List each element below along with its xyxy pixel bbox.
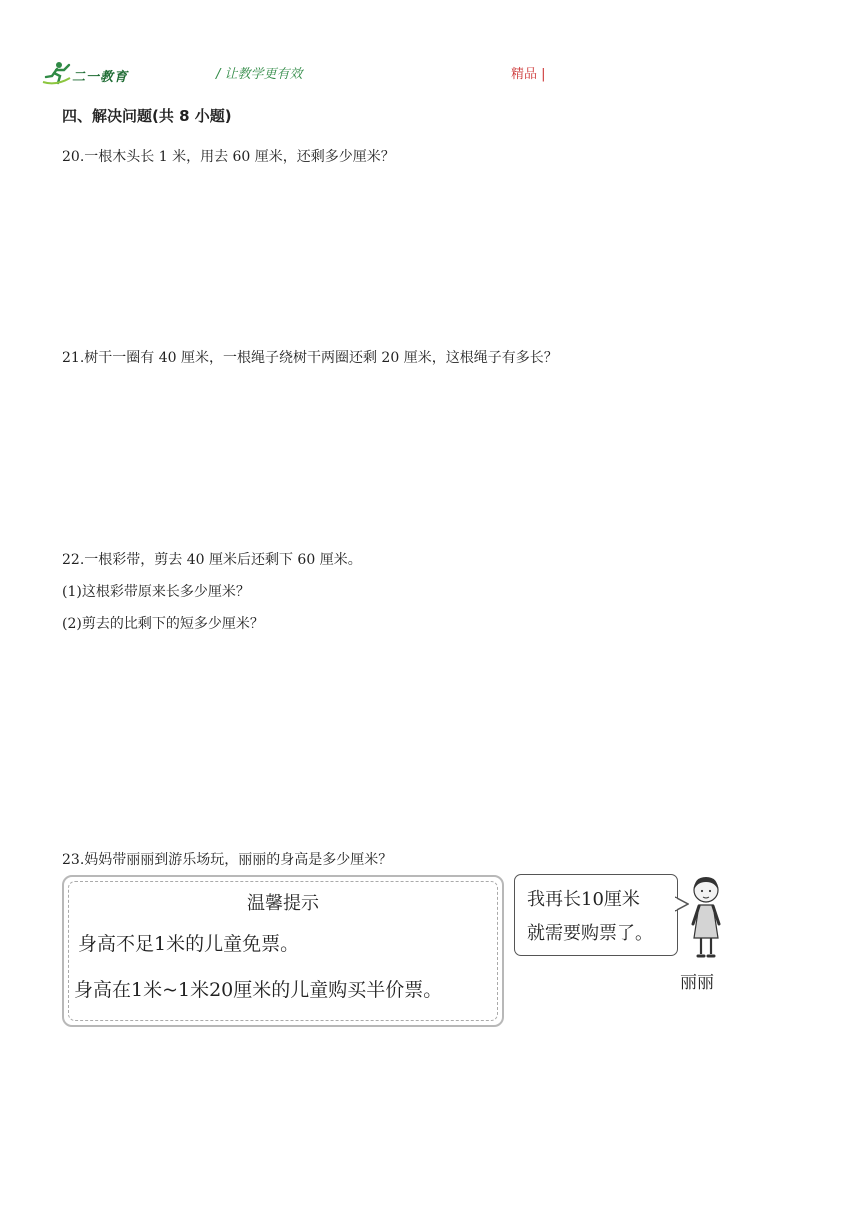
question-21: 21.树干一圈有 40 厘米，一根绳子绕树干两圈还剩 20 厘米，这根绳子有多长？ [62, 350, 558, 366]
header-premium-label: 精品 | [511, 67, 546, 82]
question-20: 20.一根木头长 1 米，用去 60 厘米，还剩多少厘米？ [62, 149, 395, 165]
question-22-sub-2: (2)剪去的比剩下的短多少厘米？ [62, 616, 264, 632]
question-23: 23.妈妈带丽丽到游乐场玩，丽丽的身高是多少厘米？ [62, 852, 393, 868]
question-22: 22.一根彩带，剪去 40 厘米后还剩下 60 厘米。 [62, 552, 362, 568]
notice-line-1: 身高不足1米的儿童免票。 [78, 933, 300, 955]
girl-name-label: 丽丽 [680, 973, 714, 993]
notice-title: 温馨提示 [247, 893, 319, 914]
speech-line-1: 我再长10厘米 [527, 889, 640, 910]
notice-line-2: 身高在1米~1米20厘米的儿童购买半价票。 [74, 979, 443, 1001]
speech-bubble [514, 874, 678, 956]
header-slogan: / 让教学更有效 [216, 67, 303, 82]
girl-illustration [682, 872, 728, 964]
logo-text: 二一教育 [72, 70, 129, 85]
speech-line-2: 就需要购票了。 [527, 923, 653, 944]
notice-box [62, 875, 504, 1027]
question-22-sub-1: (1)这根彩带原来长多少厘米？ [62, 584, 250, 600]
logo [42, 60, 142, 88]
section-title: 四、解决问题(共 8 小题) [62, 107, 232, 125]
runner-logo-icon [42, 60, 72, 86]
